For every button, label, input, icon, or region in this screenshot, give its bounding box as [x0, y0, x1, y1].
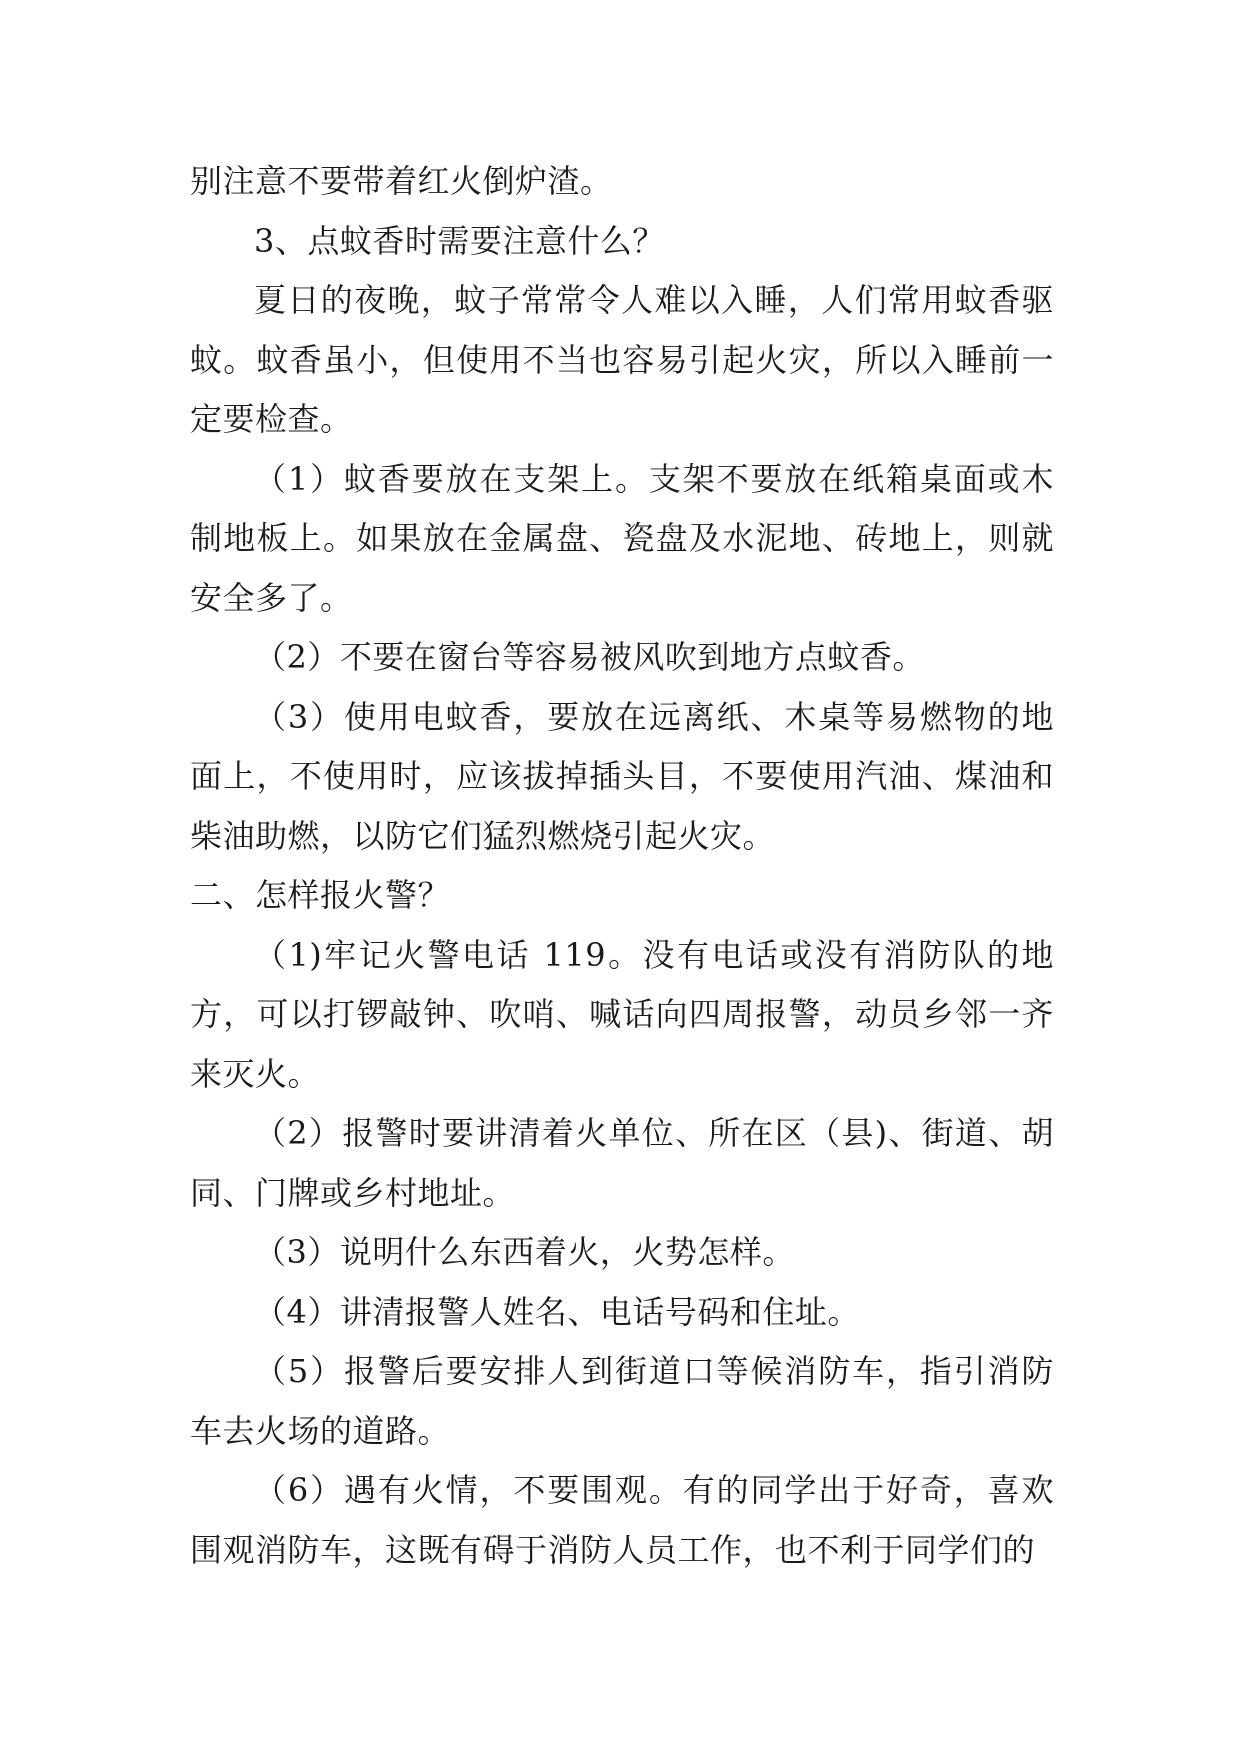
list-item-alarm-2: （2）报警时要讲清着火单位、所在区（县)、街道、胡同、门牌或乡村地址。 — [190, 1114, 1054, 1212]
list-item-coil-2: （2）不要在窗台等容易被风吹到地方点蚊香。 — [254, 638, 925, 676]
list-item-alarm-4: （4）讲清报警人姓名、电话号码和住址。 — [254, 1292, 860, 1331]
list-item-coil-1: （1）蚊香要放在支架上。支架不要放在纸箱桌面或木制地板上。如果放在金属盘、瓷盘及水泥地、砖地上，则就安全多了。 — [190, 459, 1054, 617]
list-item-alarm-3: （3）说明什么东西着火，火势怎样。 — [254, 1233, 795, 1271]
list-item-alarm-6: （6）遇有火情，不要围观。有的同学出于好奇，喜欢围观消防车，这既有碍于消防人员工作，也不利于同学们的 — [190, 1471, 1054, 1569]
list-item-alarm-5: （5）报警后要安排人到街道口等候消防车，指引消防车去火场的道路。 — [190, 1352, 1054, 1450]
paragraph-continuation: 别注意不要带着红火倒炉渣。 — [190, 162, 613, 200]
document-body — [190, 152, 1054, 1580]
list-item-alarm-1: （1)牢记火警电话 119。没有电话或没有消防队的地方，可以打锣敲钟、吹哨、喊话向四周报警，动员乡邻一齐来灭火。 — [190, 935, 1054, 1093]
list-item-coil-3: （3）使用电蚊香，要放在远离纸、木桌等易燃物的地面上，不使用时，应该拔掉插头目，不要使用汽油、煤油和柴油助燃，以防它们猛烈燃烧引起火灾。 — [190, 697, 1054, 855]
section-heading-fire-alarm: 二、怎样报火警？ — [190, 876, 451, 914]
question-heading-mosquito-coil: 3、点蚊香时需要注意什么？ — [254, 221, 665, 260]
paragraph-mosquito-intro: 夏日的夜晚，蚊子常常令人难以入睡，人们常用蚊香驱蚊。蚊香虽小，但使用不当也容易引起火灾，所以入睡前一定要检查。 — [190, 281, 1054, 438]
